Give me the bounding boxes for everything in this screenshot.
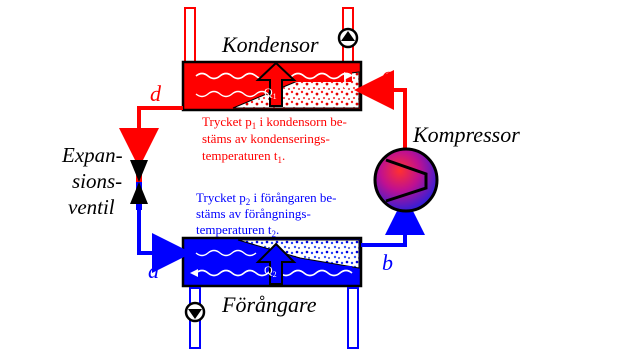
- q1-label: $Q_1$: [264, 85, 277, 101]
- q2-label: $Q_2$: [264, 263, 277, 279]
- condenser-note-line-2: stäms av kondenserings-: [202, 131, 330, 146]
- expansion-valve-label: [61, 143, 123, 219]
- condenser-note: [202, 114, 347, 165]
- evaporator-note: [196, 190, 336, 239]
- evaporator-note-line-2: stäms av förångnings-: [196, 206, 311, 221]
- expansion-valve-icon: [130, 152, 148, 210]
- expansion-valve-line-2: sions-: [72, 169, 123, 193]
- evaporator: [183, 238, 361, 286]
- point-c-label: c: [382, 62, 392, 87]
- evaporator-note-line-3: temperaturen $t_2$.: [196, 222, 280, 239]
- point-a-label: a: [148, 258, 159, 283]
- compressor-label: Kompressor: [413, 122, 520, 147]
- condenser-label: Kondensor: [222, 32, 319, 57]
- condenser-note-line-3: temperaturen $t_1$.: [202, 148, 286, 165]
- pump-icon: [186, 303, 204, 321]
- point-d-label: d: [150, 81, 161, 106]
- condenser: [183, 62, 361, 110]
- point-b-label: b: [382, 250, 393, 275]
- expansion-valve-line-1: Expan-: [62, 143, 123, 167]
- pump-icon: [339, 29, 357, 47]
- expansion-valve-line-3: ventil: [68, 195, 115, 219]
- compressor-icon: [375, 149, 437, 211]
- condenser-note-line-1: Trycket $p_1$ i kondensorn be-: [202, 114, 347, 131]
- evaporator-note-line-1: Trycket $p_2$ i förångaren be-: [196, 190, 337, 207]
- evaporator-label: Förångare: [222, 292, 317, 317]
